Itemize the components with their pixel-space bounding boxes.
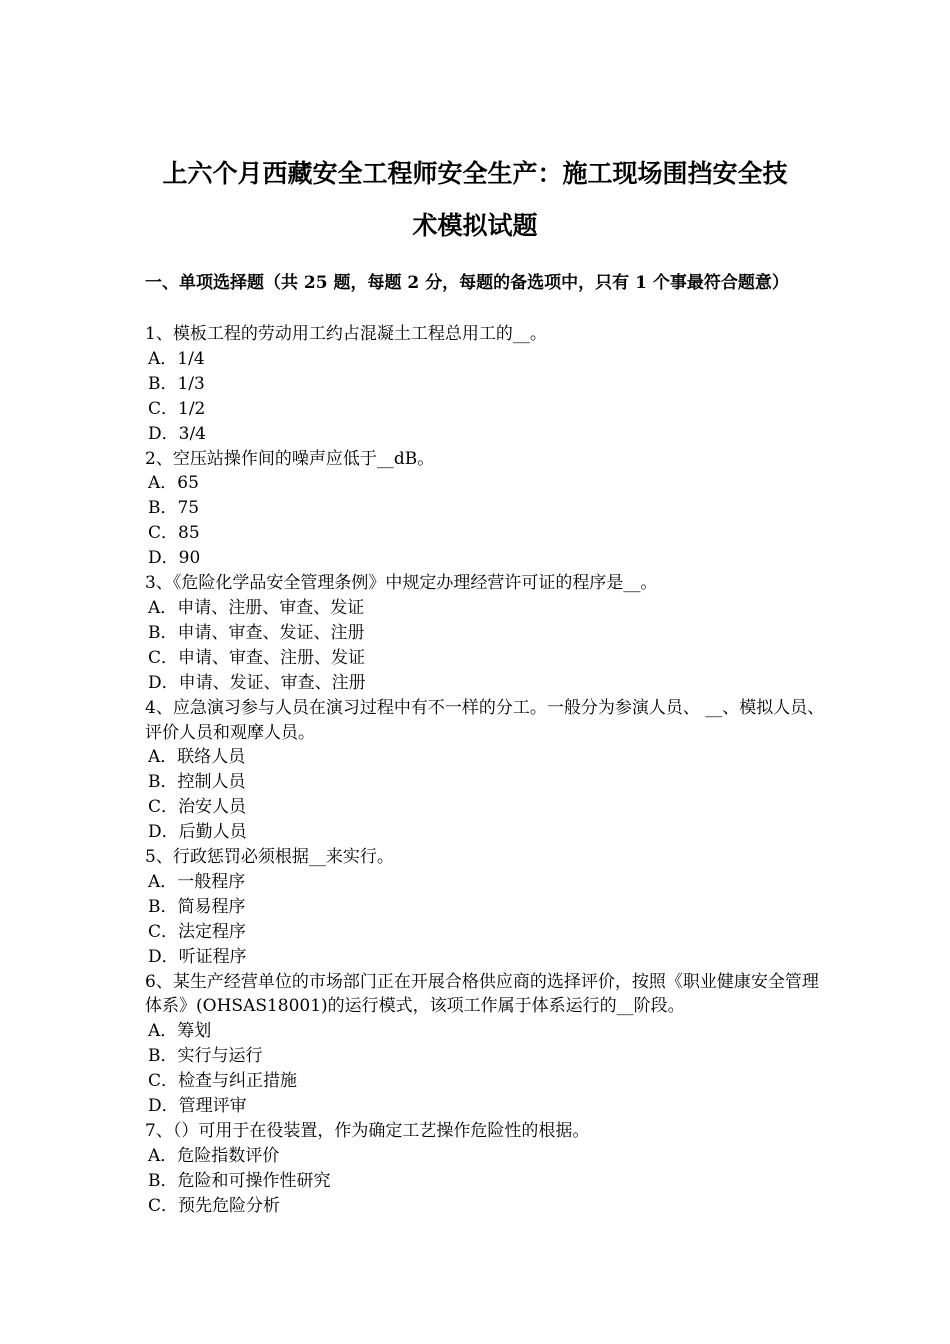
option-b: B．危险和可操作性研究 — [148, 1170, 331, 1191]
question-block — [145, 696, 835, 845]
option-c: C．预先危险分析 — [148, 1195, 281, 1216]
title-line-1: 上六个月西藏安全工程师安全生产：施工现场围挡安全技 — [162, 159, 788, 188]
option-d: D．3/4 — [148, 423, 206, 444]
question-block — [145, 571, 835, 696]
option-a: A．65 — [148, 473, 199, 494]
option-d: D．申请、发证、审查、注册 — [148, 672, 366, 693]
option-d: D．管理评审 — [148, 1096, 247, 1117]
option-a: A．联络人员 — [148, 747, 246, 768]
question-stem: 3、《危险化学品安全管理条例》中规定办理经营许可证的程序是__。 — [145, 573, 658, 594]
option-c: C．检查与纠正措施 — [148, 1071, 298, 1092]
option-c: C．1/2 — [148, 398, 206, 419]
question-stem: 2、空压站操作间的噪声应低于__dB。 — [145, 448, 435, 469]
option-c: C．85 — [148, 523, 200, 544]
question-stem: 1、模板工程的劳动用工约占混凝土工程总用工的__。 — [145, 324, 547, 344]
option-b: B．控制人员 — [148, 772, 246, 793]
option-d: D．听证程序 — [148, 946, 247, 967]
option-a: A．申请、注册、审查、发证 — [148, 597, 365, 618]
option-a: A．一般程序 — [148, 871, 246, 892]
option-b: B．简易程序 — [148, 896, 246, 917]
question-block — [145, 322, 835, 447]
question-stem: 4、应急演习参与人员在演习过程中有不一样的分工。一般分为参演人员、 __、模拟人员、评价人员和观摩人员。 — [145, 697, 825, 743]
question-list — [145, 322, 835, 1219]
title-line-2: 术模拟试题 — [412, 211, 538, 240]
option-d: D．后勤人员 — [148, 822, 247, 843]
option-a: A．危险指数评价 — [148, 1145, 280, 1166]
question-block — [145, 447, 835, 572]
option-c: C．申请、审查、注册、发证 — [148, 647, 366, 668]
document-title — [120, 148, 830, 252]
option-c: C．法定程序 — [148, 921, 247, 942]
question-stem: 5、行政惩罚必须根据__来实行。 — [145, 847, 394, 868]
option-a: A．筹划 — [148, 1021, 212, 1042]
option-b: B．实行与运行 — [148, 1046, 263, 1067]
question-block — [145, 845, 835, 970]
option-b: B．申请、审查、发证、注册 — [148, 622, 365, 643]
question-stem: 6、某生产经营单位的市场部门正在开展合格供应商的选择评价，按照《职业健康安全管理体系》(OHSAS18001)的运行模式，该项工作属于体系运行的__阶段。 — [145, 971, 819, 1017]
question-block — [145, 1119, 835, 1219]
question-stem: 7、（）可用于在役装置，作为确定工艺操作危险性的根据。 — [145, 1121, 590, 1141]
option-a: A．1/4 — [148, 348, 205, 369]
question-block — [145, 970, 835, 1119]
option-c: C．治安人员 — [148, 797, 247, 818]
section-heading: 一、单项选择题（共 25 题，每题 2 分，每题的备选项中，只有 1 个事最符合题意） — [145, 273, 789, 293]
option-b: B．75 — [148, 498, 200, 519]
option-b: B．1/3 — [148, 373, 205, 394]
option-d: D．90 — [148, 548, 201, 569]
